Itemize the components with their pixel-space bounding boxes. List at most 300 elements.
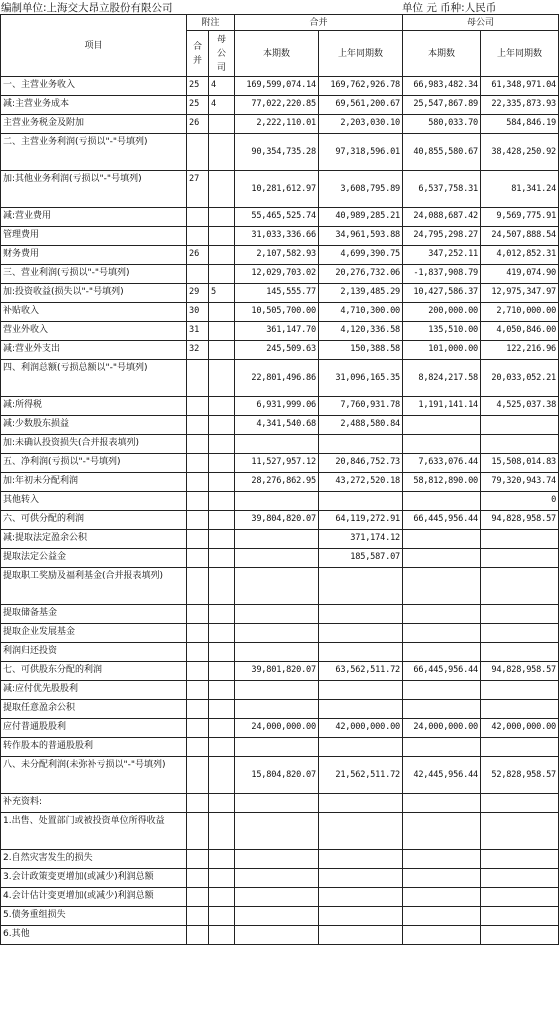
table-row: [1, 813, 559, 850]
parent-prior-cell: 42,000,000.00: [481, 719, 559, 738]
note-parent-cell: [209, 265, 235, 284]
consolidated-current-cell: 2,222,110.01: [235, 115, 319, 134]
parent-current-cell: [403, 416, 481, 435]
note-parent-cell: [209, 568, 235, 605]
consolidated-current-cell: 6,931,999.06: [235, 397, 319, 416]
table-row: [1, 624, 559, 643]
parent-current-cell: [403, 643, 481, 662]
parent-current-cell: 135,510.00: [403, 322, 481, 341]
consolidated-current-cell: 10,505,700.00: [235, 303, 319, 322]
consolidated-prior-cell: [319, 492, 403, 511]
note-consolidated-cell: [187, 850, 209, 869]
note-consolidated-cell: 30: [187, 303, 209, 322]
row-label: 四、利润总额(亏损总额以"-"号填列): [1, 360, 187, 397]
parent-prior-cell: [481, 549, 559, 568]
note-parent-header: 母公司: [209, 31, 235, 77]
row-label: 应付普通股股利: [1, 719, 187, 738]
row-label: 一、主营业务收入: [1, 77, 187, 96]
note-parent-cell: 4: [209, 96, 235, 115]
parent-current-cell: [403, 549, 481, 568]
note-consolidated-cell: [187, 265, 209, 284]
note-consolidated-cell: [187, 227, 209, 246]
consolidated-current-cell: 4,341,540.68: [235, 416, 319, 435]
parent-prior-cell: [481, 738, 559, 757]
row-label: 提取法定公益金: [1, 549, 187, 568]
consolidated-current-cell: 39,804,820.07: [235, 511, 319, 530]
document-header: [0, 0, 559, 14]
note-consolidated-cell: 25: [187, 77, 209, 96]
table-row: [1, 530, 559, 549]
consolidated-current-cell: [235, 643, 319, 662]
row-label: 转作股本的普通股股利: [1, 738, 187, 757]
row-label: 财务费用: [1, 246, 187, 265]
note-parent-cell: [209, 322, 235, 341]
table-row: [1, 208, 559, 227]
table-row: [1, 869, 559, 888]
parent-current-cell: [403, 738, 481, 757]
parent-prior-cell: 81,341.24: [481, 171, 559, 208]
note-consolidated-cell: [187, 473, 209, 492]
note-consolidated-cell: [187, 416, 209, 435]
consolidated-prior-cell: 371,174.12: [319, 530, 403, 549]
parent-prior-cell: [481, 568, 559, 605]
parent-prior-cell: 61,348,971.04: [481, 77, 559, 96]
consolidated-prior-cell: 42,000,000.00: [319, 719, 403, 738]
consolidated-prior-cell: 2,139,485.29: [319, 284, 403, 303]
row-label: 主营业务税金及附加: [1, 115, 187, 134]
statement-body: [1, 77, 559, 945]
consolidated-current-cell: 24,000,000.00: [235, 719, 319, 738]
parent-current-cell: 66,983,482.34: [403, 77, 481, 96]
parent-prior-cell: 9,569,775.91: [481, 208, 559, 227]
consolidated-current-cell: [235, 568, 319, 605]
table-row: [1, 115, 559, 134]
row-label: 5.债务重组损失: [1, 907, 187, 926]
note-consolidated-cell: [187, 511, 209, 530]
note-parent-cell: [209, 813, 235, 850]
consolidated-current-cell: 55,465,525.74: [235, 208, 319, 227]
row-label: 减:营业费用: [1, 208, 187, 227]
note-parent-cell: [209, 473, 235, 492]
table-row: [1, 511, 559, 530]
consolidated-current-cell: 11,527,957.12: [235, 454, 319, 473]
note-consolidated-cell: [187, 907, 209, 926]
row-label: 七、可供股东分配的利润: [1, 662, 187, 681]
note-parent-cell: [209, 397, 235, 416]
consolidated-current-cell: [235, 492, 319, 511]
parent-prior-cell: [481, 700, 559, 719]
note-consolidated-cell: [187, 208, 209, 227]
parent-current-cell: 42,445,956.44: [403, 757, 481, 794]
consolidated-current-cell: 15,804,820.07: [235, 757, 319, 794]
consolidated-prior-cell: 63,562,511.72: [319, 662, 403, 681]
consolidated-prior-cell: [319, 926, 403, 945]
consolidated-current-cell: 361,147.70: [235, 322, 319, 341]
table-row: [1, 397, 559, 416]
parent-current-cell: 66,445,956.44: [403, 511, 481, 530]
consolidated-prior-cell: 7,760,931.78: [319, 397, 403, 416]
consolidated-prior-cell: 150,388.58: [319, 341, 403, 360]
row-label: 补贴收入: [1, 303, 187, 322]
row-label: 补充资料:: [1, 794, 187, 813]
row-label: 二、主营业务利润(亏损以"-"号填列): [1, 134, 187, 171]
note-parent-cell: [209, 227, 235, 246]
parent-prior-cell: 15,508,014.83: [481, 454, 559, 473]
consolidated-prior-cell: [319, 624, 403, 643]
note-parent-cell: [209, 757, 235, 794]
consolidated-prior-header: 上年同期数: [319, 31, 403, 77]
parent-current-cell: 66,445,956.44: [403, 662, 481, 681]
parent-prior-cell: [481, 907, 559, 926]
reporting-entity: 编制单位:上海交大昂立股份有限公司: [1, 2, 173, 14]
table-row: [1, 473, 559, 492]
parent-current-cell: [403, 492, 481, 511]
parent-prior-cell: 4,525,037.38: [481, 397, 559, 416]
note-consolidated-cell: [187, 662, 209, 681]
row-label: 提取企业发展基金: [1, 624, 187, 643]
row-label: 减:营业外支出: [1, 341, 187, 360]
table-row: [1, 643, 559, 662]
note-consolidated-cell: 27: [187, 171, 209, 208]
row-label: 营业外收入: [1, 322, 187, 341]
consolidated-prior-cell: [319, 738, 403, 757]
table-row: [1, 134, 559, 171]
row-label: 八、未分配利润(未弥补亏损以"-"号填列): [1, 757, 187, 794]
consolidated-prior-cell: 40,989,285.21: [319, 208, 403, 227]
consolidated-prior-cell: 185,587.07: [319, 549, 403, 568]
note-consolidated-cell: [187, 813, 209, 850]
unit-currency: 单位 元 币种:人民币: [402, 2, 497, 14]
parent-current-cell: [403, 568, 481, 605]
parent-current-cell: [403, 700, 481, 719]
table-row: [1, 284, 559, 303]
parent-prior-cell: 94,828,958.57: [481, 511, 559, 530]
consolidated-prior-cell: 4,120,336.58: [319, 322, 403, 341]
consolidated-current-cell: 2,107,582.93: [235, 246, 319, 265]
consolidated-prior-cell: 3,608,795.89: [319, 171, 403, 208]
note-parent-cell: [209, 360, 235, 397]
consolidated-current-cell: 39,801,820.07: [235, 662, 319, 681]
consolidated-prior-cell: 2,203,030.10: [319, 115, 403, 134]
consolidated-prior-cell: [319, 435, 403, 454]
row-label: 2.自然灾害发生的损失: [1, 850, 187, 869]
note-parent-cell: [209, 869, 235, 888]
note-parent-cell: [209, 549, 235, 568]
note-parent-cell: [209, 907, 235, 926]
note-consolidated-cell: [187, 624, 209, 643]
parent-column-header: 母公司: [403, 15, 559, 31]
consolidated-current-cell: 12,029,703.02: [235, 265, 319, 284]
note-parent-cell: [209, 530, 235, 549]
row-label: 三、营业利润(亏损以"-"号填列): [1, 265, 187, 284]
consolidated-prior-cell: [319, 605, 403, 624]
parent-current-cell: 25,547,867.89: [403, 96, 481, 115]
consolidated-current-cell: [235, 888, 319, 907]
table-row: [1, 907, 559, 926]
note-parent-cell: [209, 171, 235, 208]
parent-prior-cell: [481, 869, 559, 888]
consolidated-prior-cell: [319, 794, 403, 813]
table-row: [1, 303, 559, 322]
note-parent-cell: [209, 700, 235, 719]
table-row: [1, 850, 559, 869]
parent-current-cell: [403, 926, 481, 945]
consolidated-current-cell: [235, 794, 319, 813]
table-row: [1, 662, 559, 681]
parent-prior-cell: [481, 681, 559, 700]
parent-current-cell: [403, 435, 481, 454]
note-consolidated-cell: [187, 719, 209, 738]
note-parent-cell: [209, 888, 235, 907]
row-label: 提取职工奖励及福利基金(合并报表填列): [1, 568, 187, 605]
consolidated-current-cell: 90,354,735.28: [235, 134, 319, 171]
parent-current-cell: 24,795,298.27: [403, 227, 481, 246]
parent-prior-cell: 79,320,943.74: [481, 473, 559, 492]
parent-prior-cell: [481, 416, 559, 435]
consolidated-current-cell: [235, 926, 319, 945]
parent-current-cell: [403, 850, 481, 869]
note-parent-cell: [209, 454, 235, 473]
row-label: 五、净利润(亏损以"-"号填列): [1, 454, 187, 473]
table-row: [1, 492, 559, 511]
parent-current-cell: [403, 869, 481, 888]
note-parent-cell: [209, 794, 235, 813]
parent-current-cell: [403, 907, 481, 926]
row-label: 减:少数股东损益: [1, 416, 187, 435]
note-consolidated-cell: 25: [187, 96, 209, 115]
consolidated-current-cell: [235, 813, 319, 850]
consolidated-current-cell: [235, 700, 319, 719]
consolidated-prior-cell: 4,699,390.75: [319, 246, 403, 265]
note-parent-cell: 4: [209, 77, 235, 96]
consolidated-prior-cell: [319, 888, 403, 907]
table-row: [1, 322, 559, 341]
consolidated-current-cell: 245,509.63: [235, 341, 319, 360]
consolidated-prior-cell: 4,710,300.00: [319, 303, 403, 322]
parent-current-cell: 40,855,580.67: [403, 134, 481, 171]
parent-prior-cell: 52,828,958.57: [481, 757, 559, 794]
parent-prior-cell: 122,216.96: [481, 341, 559, 360]
consolidated-current-cell: [235, 605, 319, 624]
parent-current-cell: [403, 888, 481, 907]
parent-current-cell: 580,033.70: [403, 115, 481, 134]
consolidated-prior-cell: 2,488,580.84: [319, 416, 403, 435]
parent-prior-cell: 94,828,958.57: [481, 662, 559, 681]
note-parent-cell: [209, 719, 235, 738]
consolidated-prior-cell: 21,562,511.72: [319, 757, 403, 794]
parent-prior-cell: [481, 850, 559, 869]
parent-prior-cell: 2,710,000.00: [481, 303, 559, 322]
note-consolidated-cell: [187, 134, 209, 171]
row-label: 利润归还投资: [1, 643, 187, 662]
table-row: [1, 360, 559, 397]
consolidated-prior-cell: [319, 907, 403, 926]
parent-prior-cell: [481, 624, 559, 643]
note-parent-cell: [209, 435, 235, 454]
note-consolidated-header: 合并: [187, 31, 209, 77]
consolidated-prior-cell: [319, 568, 403, 605]
table-row: [1, 265, 559, 284]
table-row: [1, 888, 559, 907]
note-consolidated-cell: 32: [187, 341, 209, 360]
parent-prior-cell: [481, 794, 559, 813]
note-column-header: 附注: [187, 15, 235, 31]
consolidated-prior-cell: [319, 681, 403, 700]
table-row: [1, 926, 559, 945]
note-consolidated-cell: 26: [187, 115, 209, 134]
parent-current-cell: -1,837,908.79: [403, 265, 481, 284]
income-statement-table: [0, 14, 559, 945]
table-row: [1, 605, 559, 624]
table-row: [1, 227, 559, 246]
row-label: 3.会计政策变更增加(或减少)利润总额: [1, 869, 187, 888]
consolidated-prior-cell: [319, 700, 403, 719]
note-parent-cell: 5: [209, 284, 235, 303]
parent-prior-cell: 4,012,852.31: [481, 246, 559, 265]
consolidated-prior-cell: [319, 643, 403, 662]
parent-current-cell: [403, 624, 481, 643]
note-consolidated-cell: [187, 869, 209, 888]
consolidated-current-cell: [235, 850, 319, 869]
note-parent-cell: [209, 662, 235, 681]
note-consolidated-cell: [187, 360, 209, 397]
table-row: [1, 341, 559, 360]
table-row: [1, 681, 559, 700]
row-label: 其他转入: [1, 492, 187, 511]
parent-prior-cell: 22,335,873.93: [481, 96, 559, 115]
note-consolidated-cell: [187, 643, 209, 662]
row-label: 减:所得税: [1, 397, 187, 416]
note-parent-cell: [209, 208, 235, 227]
parent-current-cell: 6,537,758.31: [403, 171, 481, 208]
parent-prior-cell: 24,507,888.54: [481, 227, 559, 246]
note-consolidated-cell: [187, 794, 209, 813]
note-parent-cell: [209, 341, 235, 360]
note-parent-cell: [209, 738, 235, 757]
row-label: 管理费用: [1, 227, 187, 246]
consolidated-current-cell: [235, 907, 319, 926]
consolidated-current-cell: [235, 869, 319, 888]
consolidated-prior-cell: [319, 869, 403, 888]
table-row: [1, 794, 559, 813]
parent-current-cell: [403, 605, 481, 624]
item-column-header: 项目: [1, 15, 187, 77]
consolidated-prior-cell: [319, 813, 403, 850]
row-label: 6.其他: [1, 926, 187, 945]
note-consolidated-cell: [187, 888, 209, 907]
parent-prior-cell: [481, 605, 559, 624]
note-parent-cell: [209, 492, 235, 511]
parent-prior-cell: [481, 926, 559, 945]
table-row: [1, 568, 559, 605]
parent-current-cell: 8,824,217.58: [403, 360, 481, 397]
row-label: 六、可供分配的利润: [1, 511, 187, 530]
parent-prior-cell: 584,846.19: [481, 115, 559, 134]
note-parent-cell: [209, 624, 235, 643]
table-row: [1, 77, 559, 96]
note-consolidated-cell: [187, 568, 209, 605]
row-label: 加:年初未分配利润: [1, 473, 187, 492]
parent-current-cell: 347,252.11: [403, 246, 481, 265]
consolidated-current-cell: 10,281,612.97: [235, 171, 319, 208]
note-parent-cell: [209, 511, 235, 530]
note-parent-cell: [209, 681, 235, 700]
consolidated-current-cell: 77,022,220.85: [235, 96, 319, 115]
note-parent-cell: [209, 643, 235, 662]
row-label: 减:主营业务成本: [1, 96, 187, 115]
parent-prior-cell: 12,975,347.97: [481, 284, 559, 303]
parent-prior-cell: 20,033,052.21: [481, 360, 559, 397]
note-parent-cell: [209, 416, 235, 435]
consolidated-column-header: 合并: [235, 15, 403, 31]
consolidated-prior-cell: 20,276,732.06: [319, 265, 403, 284]
parent-prior-cell: [481, 813, 559, 850]
consolidated-current-cell: [235, 530, 319, 549]
consolidated-current-cell: [235, 549, 319, 568]
note-consolidated-cell: [187, 435, 209, 454]
parent-prior-header: 上年同期数: [481, 31, 559, 77]
consolidated-prior-cell: 43,272,520.18: [319, 473, 403, 492]
note-parent-cell: [209, 115, 235, 134]
parent-current-cell: 24,088,687.42: [403, 208, 481, 227]
parent-current-cell: 7,633,076.44: [403, 454, 481, 473]
note-consolidated-cell: [187, 530, 209, 549]
parent-prior-cell: 38,428,250.92: [481, 134, 559, 171]
consolidated-current-cell: 31,033,336.66: [235, 227, 319, 246]
table-row: [1, 171, 559, 208]
consolidated-prior-cell: 64,119,272.91: [319, 511, 403, 530]
consolidated-prior-cell: 20,846,752.73: [319, 454, 403, 473]
table-row: [1, 454, 559, 473]
row-label: 减:应付优先股股利: [1, 681, 187, 700]
parent-current-cell: [403, 530, 481, 549]
consolidated-current-cell: 145,555.77: [235, 284, 319, 303]
note-consolidated-cell: [187, 605, 209, 624]
table-row: [1, 549, 559, 568]
table-row: [1, 416, 559, 435]
parent-prior-cell: [481, 530, 559, 549]
table-row: [1, 719, 559, 738]
consolidated-prior-cell: 97,318,596.01: [319, 134, 403, 171]
consolidated-prior-cell: 34,961,593.88: [319, 227, 403, 246]
consolidated-prior-cell: [319, 850, 403, 869]
row-label: 提取储备基金: [1, 605, 187, 624]
parent-prior-cell: 419,074.90: [481, 265, 559, 284]
parent-current-cell: 10,427,586.37: [403, 284, 481, 303]
row-label: 4.会计估计变更增加(或减少)利润总额: [1, 888, 187, 907]
consolidated-prior-cell: 69,561,200.67: [319, 96, 403, 115]
note-consolidated-cell: [187, 700, 209, 719]
parent-prior-cell: 0: [481, 492, 559, 511]
table-row: [1, 435, 559, 454]
parent-current-cell: [403, 681, 481, 700]
parent-current-cell: 58,812,890.00: [403, 473, 481, 492]
consolidated-current-cell: [235, 738, 319, 757]
note-parent-cell: [209, 850, 235, 869]
note-consolidated-cell: [187, 397, 209, 416]
consolidated-prior-cell: 169,762,926.78: [319, 77, 403, 96]
row-label: 1.出售、处置部门或被投资单位所得收益: [1, 813, 187, 850]
consolidated-prior-cell: 31,096,165.35: [319, 360, 403, 397]
note-parent-cell: [209, 134, 235, 171]
parent-current-header: 本期数: [403, 31, 481, 77]
note-consolidated-cell: [187, 757, 209, 794]
parent-current-cell: [403, 794, 481, 813]
consolidated-current-cell: 169,599,074.14: [235, 77, 319, 96]
table-row: [1, 700, 559, 719]
note-consolidated-cell: [187, 549, 209, 568]
note-consolidated-cell: 29: [187, 284, 209, 303]
